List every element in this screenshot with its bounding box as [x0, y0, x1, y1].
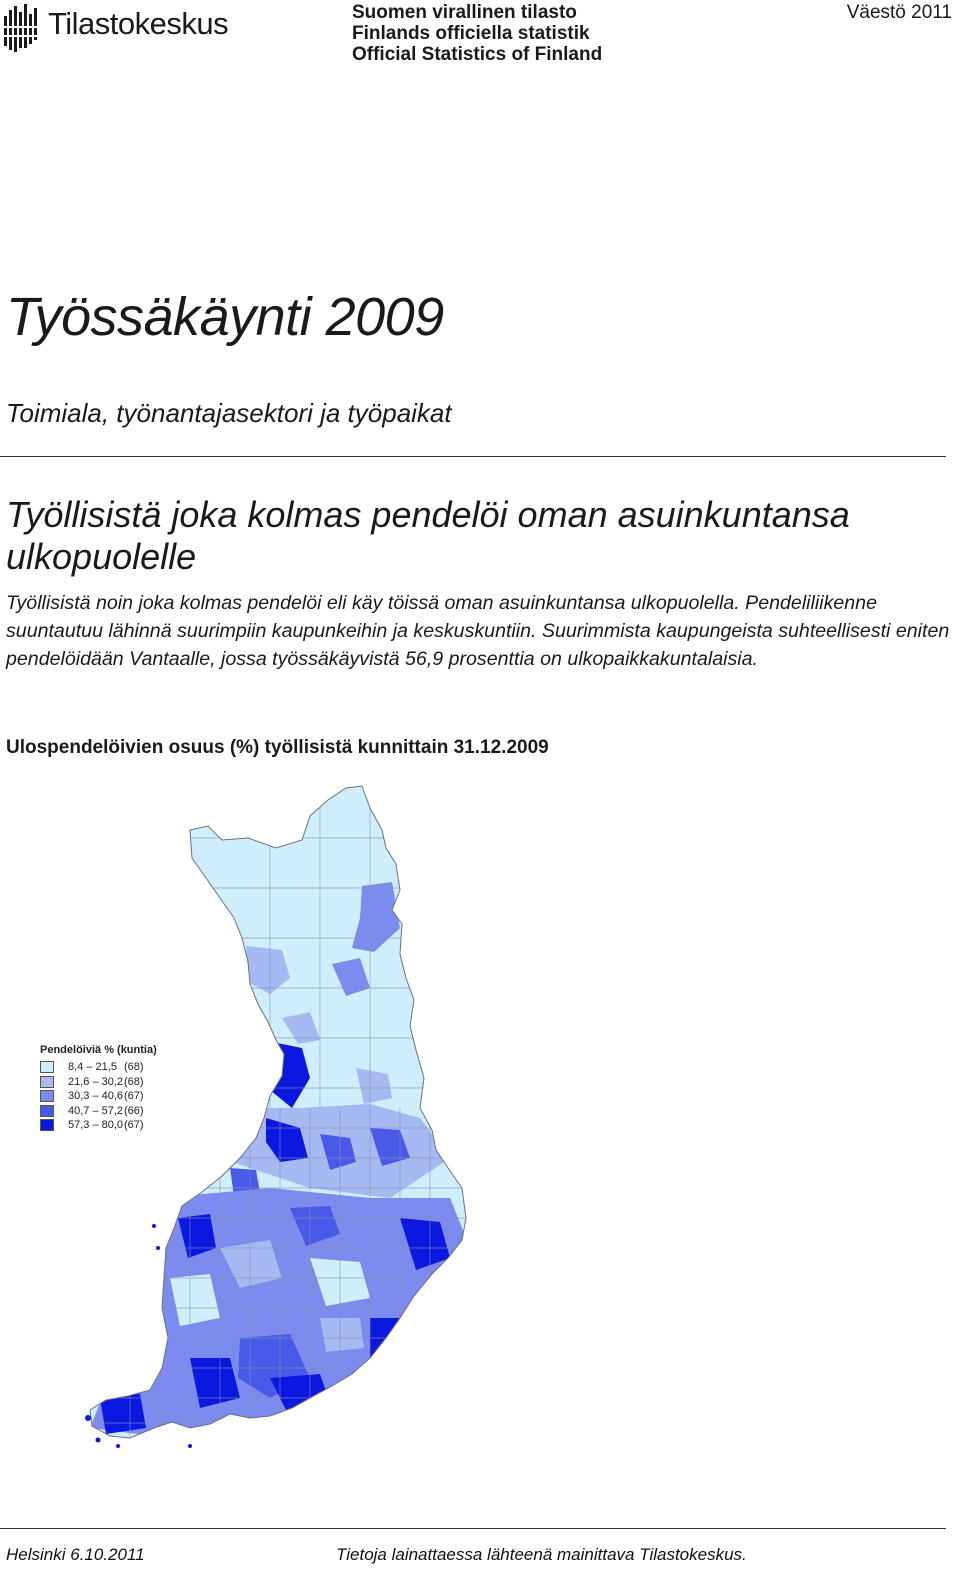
body-paragraph: Työllisistä noin joka kolmas pendelöi eli käy töissä oman asuinkuntansa ulkopuolella. Pendeliliikenne suuntautuu lähinnä suurimpiin kaupunkeihin ja keskuskuntiin. Suurimmista kaupungeista suhteellisesti eniten pendelöidään Vantaalle, jossa työssäkäyvistä 56,9 prosenttia on ulkopaikkakuntalaisia.: [6, 592, 950, 670]
legend-swatch: [40, 1061, 54, 1073]
legend-item: [40, 1060, 157, 1075]
logo-text: Tilastokeskus: [48, 6, 229, 41]
legend-count: (68): [124, 1075, 144, 1088]
series-label: Väestö 2011: [846, 2, 952, 23]
legend-swatch: [40, 1076, 54, 1088]
legend-item: [40, 1089, 157, 1104]
legend-range: 8,4 – 21,5: [68, 1061, 117, 1074]
legend-count: (67): [124, 1119, 144, 1132]
legend-item: [40, 1075, 157, 1090]
legend-count: (66): [124, 1104, 144, 1117]
official-statistics-label: [352, 2, 602, 65]
page-title: Työssäkäynti 2009: [6, 287, 444, 347]
legend-count: (68): [124, 1061, 144, 1074]
divider: [0, 456, 946, 457]
legend-range: 57,3 – 80,0: [68, 1119, 124, 1132]
figure-title: Ulospendelöivien osuus (%) työllisistä kunnittain 31.12.2009: [6, 737, 549, 758]
legend-item: [40, 1118, 157, 1133]
legend-title: Pendelöiviä % (kuntia): [40, 1044, 157, 1056]
legend-range: 30,3 – 40,6: [68, 1090, 124, 1103]
footer-date: Helsinki 6.10.2011: [6, 1545, 145, 1564]
legend-item: [40, 1104, 157, 1119]
official-line-fi: Suomen virallinen tilasto: [352, 2, 577, 23]
map-legend: [40, 1044, 157, 1133]
logo-mark-icon: [2, 2, 46, 54]
page-subtitle: Toimiala, työnantajasektori ja työpaikat: [6, 398, 452, 428]
footer-source-note: Tietoja lainattaessa lähteenä mainittava Tilastokeskus.: [336, 1545, 747, 1564]
footer-divider: [0, 1528, 946, 1529]
legend-range: 21,6 – 30,2: [68, 1075, 124, 1088]
official-line-sv: Finlands officiella statistik: [352, 23, 590, 44]
legend-swatch: [40, 1090, 54, 1102]
legend-range: 40,7 – 57,2: [68, 1104, 124, 1117]
official-line-en: Official Statistics of Finland: [352, 44, 603, 65]
legend-swatch: [40, 1119, 54, 1131]
legend-swatch: [40, 1105, 54, 1117]
section-title: Työllisistä joka kolmas pendelöi oman asuinkuntansa ulkopuolelle: [6, 494, 850, 577]
legend-count: (67): [124, 1090, 144, 1103]
